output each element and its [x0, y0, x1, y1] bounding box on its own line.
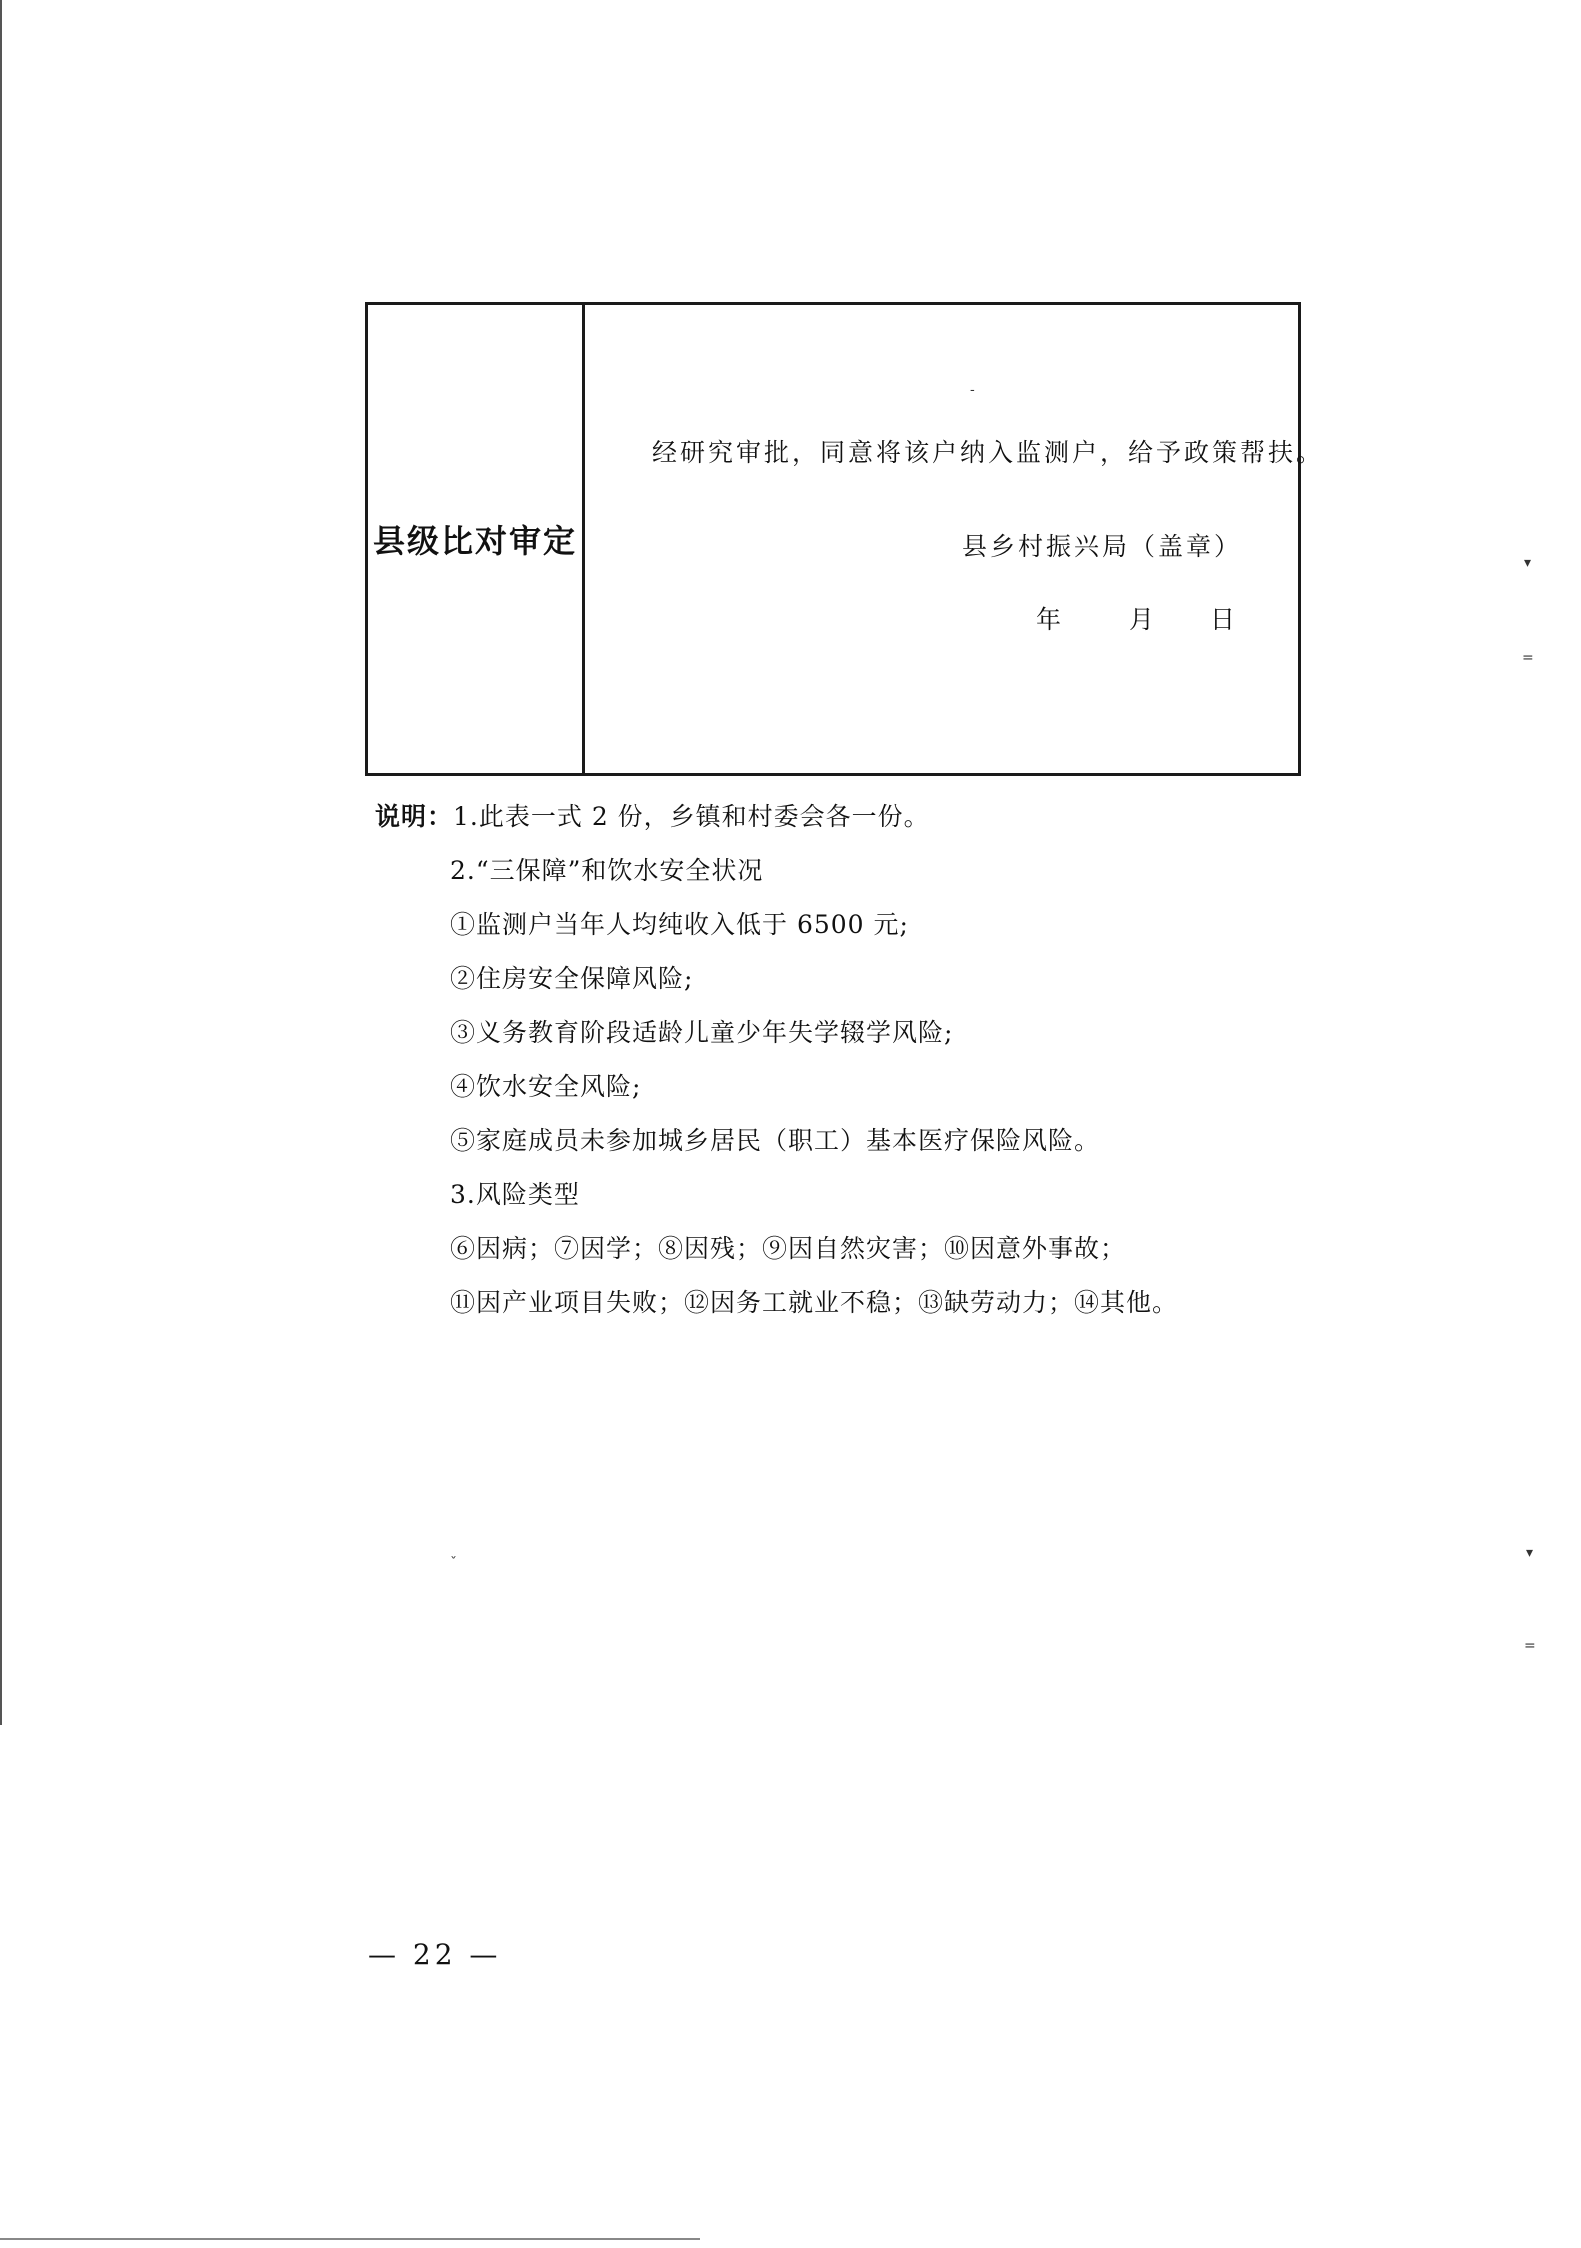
- scan-mark: ▾: [1526, 1545, 1534, 1561]
- notes-heading: 说明：: [375, 802, 454, 831]
- note-item-1: [375, 790, 1178, 844]
- note-item-2-line: ①监测户当年人均纯收入低于 6500 元;: [450, 910, 909, 939]
- note-item-2: 2.“三保障”和饮水安全状况: [450, 856, 764, 885]
- date-line: [1036, 600, 1235, 636]
- date-day-label: 日: [1209, 605, 1235, 634]
- note-item-3-line: ⑥因病；⑦因学；⑧因残；⑨因自然灾害；⑩因意外事故；: [450, 1234, 1127, 1263]
- review-label-cell: [368, 305, 585, 773]
- scan-mark: =: [1524, 1638, 1536, 1654]
- review-content-cell: [585, 305, 1325, 773]
- scan-mark: ˇ: [450, 1555, 457, 1571]
- page-number: — 22 —: [368, 1938, 502, 1971]
- page-edge-bottom: [0, 2238, 700, 2240]
- date-year-label: 年: [1036, 605, 1062, 634]
- note-item-2-line: ②住房安全保障风险;: [450, 964, 694, 993]
- scan-mark: ▾: [1524, 555, 1532, 571]
- date-month-label: 月: [1128, 605, 1154, 634]
- note-item-2-line: ④饮水安全风险;: [450, 1072, 642, 1101]
- note-item-3-line: ⑪因产业项目失败；⑫因务工就业不稳；⑬缺劳动力；⑭其他。: [450, 1288, 1179, 1317]
- page-edge-left: [0, 0, 2, 1725]
- note-item-1-text: 1.此表一式 2 份，乡镇和村委会各一份。: [453, 802, 930, 831]
- notes-section: [375, 790, 1178, 1330]
- review-label: 县级比对审定: [372, 522, 577, 560]
- stamp-text: 县乡村振兴局（盖章）: [962, 532, 1243, 561]
- scan-mark: -: [970, 382, 975, 398]
- approval-text: 经研究审批，同意将该户纳入监测户，给予政策帮扶。: [652, 438, 1325, 467]
- note-item-3: 3.风险类型: [450, 1180, 580, 1209]
- note-item-2-line: ⑤家庭成员未参加城乡居民（职工）基本医疗保险风险。: [450, 1126, 1101, 1155]
- note-item-2-line: ③义务教育阶段适龄儿童少年失学辍学风险;: [450, 1018, 954, 1047]
- county-review-table: [365, 302, 1325, 776]
- scan-mark: =: [1522, 650, 1534, 666]
